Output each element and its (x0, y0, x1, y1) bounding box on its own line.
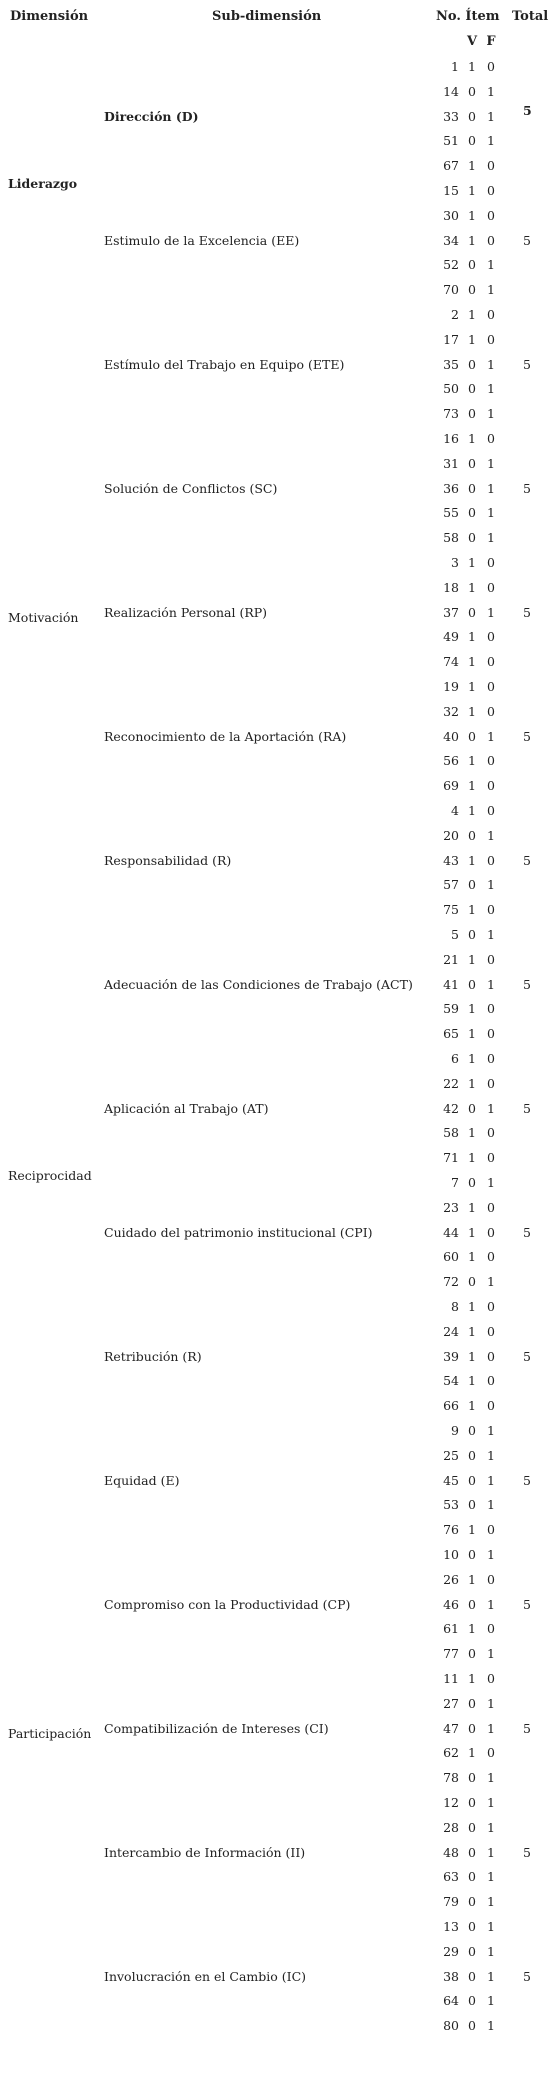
item-v-value: 1 (468, 1571, 476, 1587)
item-number: 22 (443, 1075, 459, 1091)
item-f-value: 0 (487, 803, 495, 818)
item-v-value: 0 (468, 1497, 476, 1513)
item-f-value: 0 (487, 307, 495, 322)
item-f-value: 1 (487, 1819, 495, 1835)
item-v-value: 0 (468, 480, 476, 496)
item-v-value: 1 (468, 207, 476, 223)
header-item-no: No. Ítem (436, 9, 500, 24)
item-f-value: 0 (487, 1522, 495, 1538)
item-v-value: 0 (468, 1423, 476, 1438)
item-f-value: 1 (487, 1720, 495, 1736)
item-v-value: 0 (468, 1695, 476, 1711)
subdimension-label: Responsabilidad (R) (104, 852, 232, 868)
item-number: 16 (443, 431, 459, 446)
item-number: 65 (443, 1026, 459, 1042)
subdimension-total: 5 (523, 232, 531, 248)
item-number: 73 (443, 406, 459, 422)
item-f-value: 1 (487, 406, 495, 422)
item-v-value: 0 (468, 927, 476, 942)
item-v-value: 1 (468, 778, 476, 794)
item-v-value: 0 (468, 1547, 476, 1562)
item-f-value: 0 (487, 1150, 495, 1166)
item-number: 19 (443, 679, 459, 694)
item-v-value: 1 (468, 1249, 476, 1265)
item-number: 8 (451, 1299, 459, 1314)
item-v-value: 1 (468, 1299, 476, 1314)
item-v-value: 1 (468, 1075, 476, 1091)
item-number: 20 (443, 827, 459, 843)
subdimension-label: Estímulo del Trabajo en Equipo (ETE) (104, 356, 345, 372)
item-v-value: 0 (468, 381, 476, 397)
subdimension-total: 5 (523, 102, 532, 118)
item-number: 42 (443, 1100, 459, 1116)
item-v-value: 1 (468, 1051, 476, 1066)
item-f-value: 0 (487, 852, 495, 868)
item-f-value: 0 (487, 1125, 495, 1141)
item-f-value: 0 (487, 1373, 495, 1389)
item-number: 7 (451, 1175, 459, 1190)
item-v-value: 0 (468, 1100, 476, 1116)
item-v-value: 0 (468, 1844, 476, 1860)
item-v-value: 1 (468, 1001, 476, 1017)
item-f-value: 0 (487, 778, 495, 794)
item-number: 56 (443, 753, 459, 769)
item-f-value: 1 (487, 1274, 495, 1290)
item-number: 78 (443, 1770, 459, 1786)
item-number: 6 (451, 1051, 459, 1066)
item-v-value: 1 (468, 232, 476, 248)
item-f-value: 1 (487, 505, 495, 521)
item-f-value: 1 (487, 381, 495, 397)
item-number: 72 (443, 1274, 459, 1290)
item-v-value: 1 (468, 1026, 476, 1042)
item-number: 75 (443, 902, 459, 918)
item-f-value: 0 (487, 1075, 495, 1091)
item-number: 63 (443, 1869, 459, 1885)
item-v-value: 1 (468, 1125, 476, 1141)
item-number: 40 (443, 728, 459, 744)
item-v-value: 0 (468, 356, 476, 372)
item-number: 67 (443, 158, 459, 174)
item-f-value: 0 (487, 1299, 495, 1314)
item-v-value: 0 (468, 976, 476, 992)
item-number: 80 (443, 2018, 459, 2034)
item-v-value: 1 (468, 1224, 476, 1240)
item-v-value: 1 (468, 579, 476, 595)
item-f-value: 0 (487, 951, 495, 967)
item-f-value: 1 (487, 356, 495, 372)
item-v-value: 0 (468, 505, 476, 521)
item-number: 76 (443, 1522, 459, 1538)
item-f-value: 1 (487, 877, 495, 893)
item-number: 58 (443, 530, 459, 546)
item-v-value: 1 (468, 1323, 476, 1339)
item-number: 23 (443, 1199, 459, 1215)
item-f-value: 1 (487, 480, 495, 496)
item-v-value: 0 (468, 1993, 476, 2009)
item-number: 25 (443, 1447, 459, 1463)
item-number: 48 (443, 1844, 459, 1860)
item-v-value: 0 (468, 604, 476, 620)
item-number: 37 (443, 604, 459, 620)
item-f-value: 1 (487, 108, 495, 124)
item-f-value: 0 (487, 679, 495, 694)
item-f-value: 0 (487, 1323, 495, 1339)
item-v-value: 1 (468, 679, 476, 694)
item-f-value: 1 (487, 1770, 495, 1786)
subdimension-total: 5 (523, 852, 531, 868)
item-number: 39 (443, 1348, 459, 1364)
subdimension-label: Dirección (D) (104, 108, 199, 124)
subdimension-label: Involucración en el Cambio (IC) (104, 1968, 307, 1984)
item-number: 60 (443, 1249, 459, 1265)
item-number: 74 (443, 654, 459, 670)
item-f-value: 0 (487, 1398, 495, 1414)
subdimension-label: Aplicación al Trabajo (AT) (104, 1100, 269, 1116)
item-v-value: 0 (468, 1274, 476, 1290)
subdimension-total: 5 (523, 1968, 531, 1984)
item-f-value: 0 (487, 158, 495, 174)
item-number: 57 (443, 877, 459, 893)
item-v-value: 1 (468, 852, 476, 868)
subdimension-total: 5 (523, 976, 531, 992)
item-number: 77 (443, 1646, 459, 1662)
item-f-value: 1 (487, 1423, 495, 1438)
item-v-value: 1 (468, 1621, 476, 1637)
item-f-value: 0 (487, 1249, 495, 1265)
item-v-value: 0 (468, 1968, 476, 1984)
item-f-value: 0 (487, 1224, 495, 1240)
item-v-value: 0 (468, 2018, 476, 2034)
item-f-value: 1 (487, 1844, 495, 1860)
item-v-value: 0 (468, 1175, 476, 1190)
item-v-value: 0 (468, 1447, 476, 1463)
subdimension-label: Reconocimiento de la Aportación (RA) (104, 728, 347, 744)
item-number: 24 (443, 1323, 459, 1339)
item-f-value: 1 (487, 1547, 495, 1562)
item-v-value: 1 (468, 59, 476, 74)
item-f-value: 0 (487, 1051, 495, 1066)
item-number: 55 (443, 505, 459, 521)
item-v-value: 1 (468, 1150, 476, 1166)
item-f-value: 1 (487, 1447, 495, 1463)
item-number: 9 (451, 1423, 459, 1438)
item-v-value: 1 (468, 753, 476, 769)
item-number: 44 (443, 1224, 459, 1240)
item-number: 50 (443, 381, 459, 397)
item-v-value: 1 (468, 629, 476, 645)
subdimension-label: Compatibilización de Intereses (CI) (104, 1720, 329, 1736)
item-v-value: 0 (468, 728, 476, 744)
item-v-value: 1 (468, 1745, 476, 1761)
item-number: 18 (443, 579, 459, 595)
item-number: 46 (443, 1596, 459, 1612)
subdimension-label: Realización Personal (RP) (104, 604, 268, 620)
item-v-value: 0 (468, 133, 476, 149)
item-v-value: 1 (468, 703, 476, 719)
item-number: 61 (443, 1621, 459, 1637)
item-f-value: 0 (487, 753, 495, 769)
header-total: Total (512, 9, 549, 24)
item-number: 62 (443, 1745, 459, 1761)
item-number: 41 (443, 976, 459, 992)
subdimension-label: Cuidado del patrimonio institucional (CPI) (104, 1224, 373, 1240)
item-v-value: 0 (468, 877, 476, 893)
item-f-value: 1 (487, 1175, 495, 1190)
item-f-value: 0 (487, 1621, 495, 1637)
subdimension-total: 5 (523, 1100, 531, 1116)
subdimension-total: 5 (523, 728, 531, 744)
dimension-label: Liderazgo (8, 176, 78, 191)
item-number: 43 (443, 852, 459, 868)
dimension-label: Motivación (8, 610, 79, 625)
dimension-label: Reciprocidad (8, 1168, 92, 1183)
item-number: 54 (443, 1373, 459, 1389)
item-number: 49 (443, 629, 459, 645)
item-f-value: 1 (487, 1795, 495, 1810)
item-f-value: 1 (487, 1894, 495, 1910)
item-number: 71 (443, 1150, 459, 1166)
item-f-value: 1 (487, 827, 495, 843)
item-v-value: 0 (468, 257, 476, 273)
item-number: 29 (443, 1943, 459, 1959)
item-v-value: 1 (468, 1398, 476, 1414)
item-f-value: 1 (487, 927, 495, 942)
item-v-value: 1 (468, 902, 476, 918)
item-f-value: 0 (487, 331, 495, 347)
item-number: 12 (443, 1795, 459, 1810)
item-v-value: 0 (468, 530, 476, 546)
item-number: 21 (443, 951, 459, 967)
item-f-value: 0 (487, 232, 495, 248)
subdimension-label: Adecuación de las Condiciones de Trabajo (ACT) (104, 976, 413, 992)
item-number: 38 (443, 1968, 459, 1984)
item-number: 64 (443, 1993, 459, 2009)
item-v-value: 0 (468, 1770, 476, 1786)
item-number: 10 (443, 1547, 459, 1562)
item-number: 52 (443, 257, 459, 273)
item-v-value: 0 (468, 1943, 476, 1959)
item-f-value: 0 (487, 555, 495, 570)
item-f-value: 1 (487, 133, 495, 149)
item-v-value: 1 (468, 183, 476, 198)
item-v-value: 1 (468, 158, 476, 174)
item-f-value: 0 (487, 1199, 495, 1215)
item-number: 35 (443, 356, 459, 372)
item-v-value: 0 (468, 1894, 476, 1910)
subdimension-label: Estimulo de la Excelencia (EE) (104, 232, 300, 248)
item-v-value: 0 (468, 1819, 476, 1835)
item-f-value: 1 (487, 1695, 495, 1711)
item-number: 79 (443, 1894, 459, 1910)
item-number: 31 (443, 455, 459, 471)
item-f-value: 0 (487, 207, 495, 223)
item-f-value: 1 (487, 282, 495, 298)
item-f-value: 1 (487, 1993, 495, 2009)
item-v-value: 0 (468, 455, 476, 471)
header-f: F (486, 34, 496, 49)
item-number: 17 (443, 331, 459, 347)
subdimension-total: 5 (523, 1348, 531, 1364)
subdimension-label: Solución de Conflictos (SC) (104, 480, 278, 496)
subdimension-label: Equidad (E) (104, 1472, 180, 1488)
item-v-value: 1 (468, 1199, 476, 1215)
item-number: 32 (443, 703, 459, 719)
item-v-value: 0 (468, 1795, 476, 1810)
item-f-value: 1 (487, 604, 495, 620)
item-number: 69 (443, 778, 459, 794)
item-f-value: 1 (487, 1596, 495, 1612)
item-v-value: 0 (468, 406, 476, 422)
item-number: 26 (443, 1571, 459, 1587)
item-v-value: 0 (468, 108, 476, 124)
item-number: 36 (443, 480, 459, 496)
item-number: 15 (443, 183, 459, 198)
item-f-value: 1 (487, 976, 495, 992)
item-f-value: 0 (487, 1745, 495, 1761)
subdimension-total: 5 (523, 604, 531, 620)
item-f-value: 1 (487, 728, 495, 744)
item-v-value: 0 (468, 1472, 476, 1488)
item-v-value: 1 (468, 307, 476, 322)
header-subdimension: Sub-dimensión (212, 9, 322, 24)
item-f-value: 1 (487, 1646, 495, 1662)
item-number: 2 (451, 307, 459, 322)
item-number: 66 (443, 1398, 459, 1414)
subdimension-label: Retribución (R) (104, 1348, 202, 1364)
subdimension-total: 5 (523, 1596, 531, 1612)
item-number: 3 (451, 555, 459, 570)
item-v-value: 0 (468, 1919, 476, 1934)
item-f-value: 1 (487, 1869, 495, 1885)
item-v-value: 1 (468, 331, 476, 347)
item-v-value: 1 (468, 654, 476, 670)
header-v: V (466, 34, 478, 49)
item-number: 34 (443, 232, 459, 248)
item-f-value: 0 (487, 654, 495, 670)
item-number: 28 (443, 1819, 459, 1835)
item-number: 27 (443, 1695, 459, 1711)
item-number: 30 (443, 207, 459, 223)
item-v-value: 1 (468, 1373, 476, 1389)
subdimension-total: 5 (523, 480, 531, 496)
item-f-value: 1 (487, 1497, 495, 1513)
item-f-value: 1 (487, 1943, 495, 1959)
item-f-value: 0 (487, 1026, 495, 1042)
item-f-value: 1 (487, 1919, 495, 1934)
item-f-value: 0 (487, 629, 495, 645)
item-v-value: 1 (468, 1671, 476, 1686)
item-number: 33 (443, 108, 459, 124)
item-f-value: 0 (487, 703, 495, 719)
item-f-value: 1 (487, 530, 495, 546)
item-number: 59 (443, 1001, 459, 1017)
item-number: 70 (443, 282, 459, 298)
item-f-value: 0 (487, 902, 495, 918)
subdimension-total: 5 (523, 1472, 531, 1488)
item-v-value: 0 (468, 1596, 476, 1612)
item-number: 58 (443, 1125, 459, 1141)
item-number: 51 (443, 133, 459, 149)
item-number: 4 (451, 803, 459, 818)
item-v-value: 1 (468, 803, 476, 818)
item-number: 5 (451, 927, 459, 942)
item-f-value: 1 (487, 257, 495, 273)
item-number: 11 (443, 1671, 459, 1686)
item-number: 53 (443, 1497, 459, 1513)
item-f-value: 0 (487, 1671, 495, 1686)
subdimension-label: Intercambio de Información (II) (104, 1844, 306, 1860)
subdimension-total: 5 (523, 356, 531, 372)
item-f-value: 1 (487, 83, 495, 99)
subdimension-total: 5 (523, 1224, 531, 1240)
item-f-value: 0 (487, 59, 495, 74)
item-v-value: 1 (468, 951, 476, 967)
item-v-value: 1 (468, 431, 476, 446)
item-f-value: 0 (487, 1571, 495, 1587)
subdimension-total: 5 (523, 1844, 531, 1860)
item-v-value: 0 (468, 1720, 476, 1736)
item-v-value: 1 (468, 1348, 476, 1364)
item-number: 1 (451, 59, 459, 74)
subdimension-total: 5 (523, 1720, 531, 1736)
item-number: 45 (443, 1472, 459, 1488)
item-f-value: 1 (487, 1100, 495, 1116)
item-number: 13 (443, 1919, 459, 1934)
item-f-value: 0 (487, 183, 495, 198)
item-v-value: 0 (468, 1646, 476, 1662)
item-f-value: 0 (487, 431, 495, 446)
item-v-value: 0 (468, 827, 476, 843)
item-f-value: 1 (487, 1968, 495, 1984)
item-number: 14 (443, 83, 459, 99)
item-f-value: 1 (487, 2018, 495, 2034)
item-v-value: 0 (468, 83, 476, 99)
item-number: 47 (443, 1720, 459, 1736)
item-f-value: 0 (487, 1001, 495, 1017)
item-f-value: 0 (487, 1348, 495, 1364)
item-v-value: 0 (468, 282, 476, 298)
item-f-value: 0 (487, 579, 495, 595)
item-v-value: 1 (468, 555, 476, 570)
header-dimension: Dimensión (10, 9, 89, 24)
dimension-label: Participación (8, 1726, 92, 1741)
item-v-value: 1 (468, 1522, 476, 1538)
item-f-value: 1 (487, 455, 495, 471)
item-f-value: 1 (487, 1472, 495, 1488)
subdimension-label: Compromiso con la Productividad (CP) (104, 1596, 351, 1612)
item-v-value: 0 (468, 1869, 476, 1885)
